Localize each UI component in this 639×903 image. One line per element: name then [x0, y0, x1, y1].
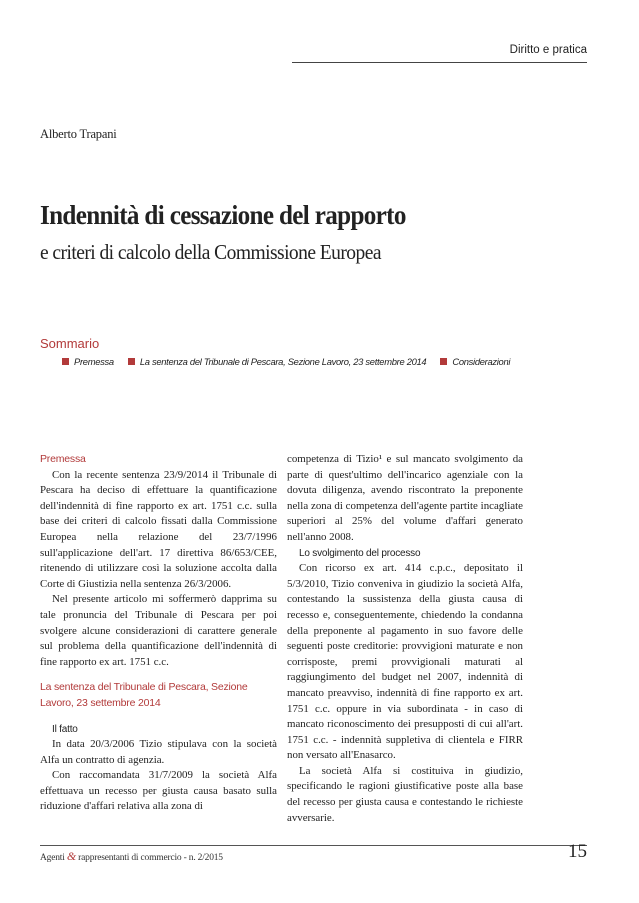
right-column [287, 452, 523, 826]
summary-item[interactable] [440, 356, 510, 367]
summary-item-label: Premessa [74, 356, 114, 367]
summary-item-label: Considerazioni [452, 356, 511, 367]
article-author: Alberto Trapani [40, 127, 117, 141]
paragraph: La società Alfa si costituiva in giudizio, specificando le ragioni giustificative poste alla base del recesso per giusta causa e contestando le richieste avversarie. [287, 764, 523, 824]
summary-heading: Sommario [40, 336, 100, 351]
heading-sentenza: La sentenza del Tribunale di Pescara, Sezione Lavoro, 23 settembre 2014 [40, 681, 248, 709]
footer-rule [40, 845, 587, 846]
page-number: 15 [568, 841, 587, 862]
heading-svolgimento: Lo svolgimento del processo [299, 547, 421, 559]
paragraph: Nel presente articolo mi soffermerò dapprima su tale pronuncia del Tribunale di Pescara per poi svolgere alcune considerazioni di carattere generale sul problema della quantificazione dell'indennità di fine rapporto ex art. 1751 c.c. [40, 593, 277, 668]
article-subtitle: e criteri di calcolo della Commissione Europea [40, 240, 381, 264]
heading-fatto: Il fatto [52, 723, 78, 735]
article-title: Indennità di cessazione del rapporto [40, 200, 406, 230]
section-label: Diritto e pratica [509, 44, 587, 56]
bullet-square-icon [128, 358, 135, 365]
summary-item[interactable] [128, 356, 427, 367]
left-column [40, 452, 277, 815]
heading-premessa: Premessa [40, 453, 86, 465]
paragraph: Con la recente sentenza 23/9/2014 il Tribunale di Pescara ha deciso di effettuare la quantificazione dell'indennità di fine rapporto ex art. 1751 c.c. sulla base dei criteri di calcolo fissati dalla Commissione Europea nella relazione del 23/7/1996 sull'applicazione dell'art. 17 direttiva 86/653/CEE, ritenendo di utilizzare così la soluzione accolta dalla Corte di Giustizia nella sentenza 26/3/2006. [40, 468, 277, 590]
summary-item[interactable] [62, 356, 114, 367]
paragraph: In data 20/3/2006 Tizio stipulava con la società Alfa un contratto di agenzia. [40, 738, 277, 766]
bullet-square-icon [440, 358, 447, 365]
header-rule [292, 62, 587, 63]
journal-name-part: rappresentanti di commercio - n. 2/2015 [78, 853, 223, 863]
summary-item-label: La sentenza del Tribunale di Pescara, Sezione Lavoro, 23 settembre 2014 [139, 356, 427, 367]
summary-list [62, 356, 510, 367]
journal-ampersand: & [66, 849, 76, 863]
paragraph: Con ricorso ex art. 414 c.p.c., depositato il 5/3/2010, Tizio conveniva in giudizio la società Alfa, contestando la sussistenza della giusta causa di recesso e, conseguentemente, chiedendo la condanna della preponente al pagamento in suo favore delle seguenti poste creditorie: provvigioni maturate e non corrisposte, premi provvigionali maturati al raggiungimento del budget nel 2007, indennità di mancato preavviso, indennità di fine rapporto ex art. 1751 c.c. oppure in via subordinata - in caso di mancato riconoscimento dei presupposti di cui all'art. 1751 c.c. - indennità suppletiva di clientela e FIRR non versato all'Enasarco. [287, 562, 523, 762]
bullet-square-icon [62, 358, 69, 365]
paragraph: competenza di Tizio¹ e sul mancato svolgimento da parte di quest'ultimo dell'incarico agenziale con la dovuta diligenza, avendo riscontrato la preponente nella zona di competenza dell'agente partite incagliate superiori al 25% del volume d'affari generato nell'anno 2008. [287, 453, 523, 543]
journal-name [40, 849, 223, 864]
journal-name-part: Agenti [40, 853, 65, 863]
paragraph: Con raccomandata 31/7/2009 la società Alfa effettuava un recesso per giusta causa basato sulla riduzione d'affari relativa alla zona di [40, 769, 277, 813]
